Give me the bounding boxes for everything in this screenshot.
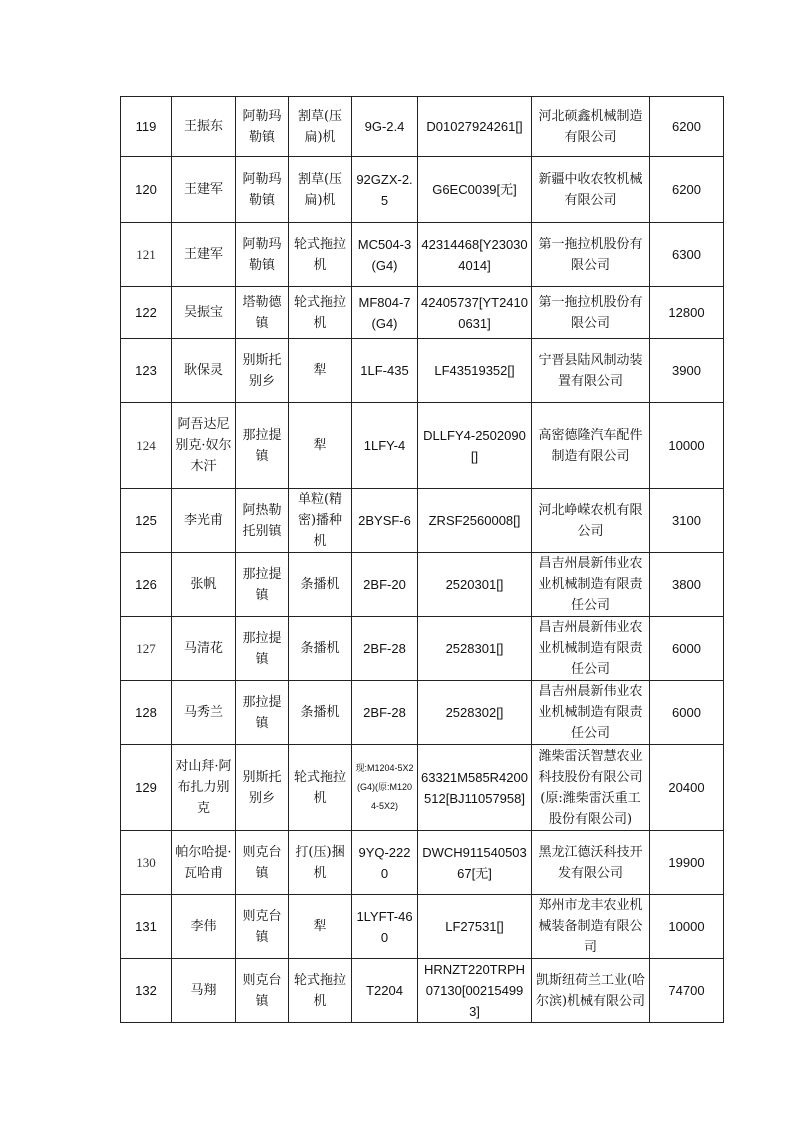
machine-type: 单粒(精密)播种机 — [289, 489, 352, 553]
machine-type: 轮式拖拉机 — [289, 959, 352, 1023]
township: 那拉提镇 — [236, 681, 289, 745]
table-row — [121, 959, 724, 1023]
subsidy-amount: 6000 — [650, 681, 724, 745]
model-number: 现:M1204-5X2(G4)(原:M1204-5X2) — [352, 745, 418, 831]
subsidy-amount: 3900 — [650, 339, 724, 403]
subsidy-amount: 20400 — [650, 745, 724, 831]
model-number: MC504-3(G4) — [352, 223, 418, 287]
serial-number: DWCH91154050367[无] — [418, 831, 532, 895]
table-row — [121, 745, 724, 831]
township: 则克台镇 — [236, 831, 289, 895]
model-number: 9YQ-2220 — [352, 831, 418, 895]
machine-type: 割草(压扁)机 — [289, 157, 352, 223]
buyer-name: 张帆 — [172, 553, 236, 617]
row-number: 122 — [121, 287, 172, 339]
machine-type: 犁 — [289, 895, 352, 959]
machine-type: 轮式拖拉机 — [289, 223, 352, 287]
model-number: 2BF-28 — [352, 681, 418, 745]
serial-number: 63321M585R4200512[BJ11057958] — [418, 745, 532, 831]
manufacturer: 昌吉州晨新伟业农业机械制造有限责任公司 — [532, 617, 650, 681]
table-row — [121, 223, 724, 287]
buyer-name: 帕尔哈提·瓦哈甫 — [172, 831, 236, 895]
manufacturer: 河北峥嵘农机有限公司 — [532, 489, 650, 553]
serial-number: D01027924261[] — [418, 97, 532, 157]
serial-number: 2520301[] — [418, 553, 532, 617]
machine-type: 条播机 — [289, 553, 352, 617]
manufacturer: 黑龙江德沃科技开发有限公司 — [532, 831, 650, 895]
table-row — [121, 97, 724, 157]
buyer-name: 王振东 — [172, 97, 236, 157]
buyer-name: 耿保灵 — [172, 339, 236, 403]
township: 阿热勒托别镇 — [236, 489, 289, 553]
serial-number: DLLFY4-2502090[] — [418, 403, 532, 489]
manufacturer: 高密德隆汽车配件制造有限公司 — [532, 403, 650, 489]
machine-type: 打(压)捆机 — [289, 831, 352, 895]
row-number: 132 — [121, 959, 172, 1023]
table-row — [121, 553, 724, 617]
township: 阿勒玛勒镇 — [236, 97, 289, 157]
manufacturer: 第一拖拉机股份有限公司 — [532, 287, 650, 339]
model-number: 1LF-435 — [352, 339, 418, 403]
manufacturer: 宁晋县陆风制动装置有限公司 — [532, 339, 650, 403]
subsidy-amount: 6200 — [650, 157, 724, 223]
serial-number: 2528302[] — [418, 681, 532, 745]
row-number: 131 — [121, 895, 172, 959]
buyer-name: 马清花 — [172, 617, 236, 681]
model-number: 1LFY-4 — [352, 403, 418, 489]
row-number: 124 — [121, 403, 172, 489]
manufacturer: 昌吉州晨新伟业农业机械制造有限责任公司 — [532, 553, 650, 617]
manufacturer: 河北硕鑫机械制造有限公司 — [532, 97, 650, 157]
model-number: 92GZX-2.5 — [352, 157, 418, 223]
machine-type: 割草(压扁)机 — [289, 97, 352, 157]
model-number: 2BYSF-6 — [352, 489, 418, 553]
township: 别斯托别乡 — [236, 339, 289, 403]
table-row — [121, 681, 724, 745]
manufacturer: 昌吉州晨新伟业农业机械制造有限责任公司 — [532, 681, 650, 745]
row-number: 125 — [121, 489, 172, 553]
machine-type: 轮式拖拉机 — [289, 745, 352, 831]
township: 阿勒玛勒镇 — [236, 223, 289, 287]
model-number: MF804-7(G4) — [352, 287, 418, 339]
subsidy-amount: 6300 — [650, 223, 724, 287]
subsidy-amount: 74700 — [650, 959, 724, 1023]
row-number: 127 — [121, 617, 172, 681]
manufacturer: 潍柴雷沃智慧农业科技股份有限公司(原:潍柴雷沃重工股份有限公司) — [532, 745, 650, 831]
township: 别斯托别乡 — [236, 745, 289, 831]
buyer-name: 马翔 — [172, 959, 236, 1023]
row-number: 121 — [121, 223, 172, 287]
township: 则克台镇 — [236, 895, 289, 959]
subsidy-table — [120, 96, 724, 1023]
buyer-name: 王建军 — [172, 223, 236, 287]
subsidy-amount: 10000 — [650, 403, 724, 489]
buyer-name: 对山拜·阿布扎力别克 — [172, 745, 236, 831]
model-number: 9G-2.4 — [352, 97, 418, 157]
row-number: 123 — [121, 339, 172, 403]
serial-number: LF43519352[] — [418, 339, 532, 403]
row-number: 126 — [121, 553, 172, 617]
subsidy-amount: 3100 — [650, 489, 724, 553]
buyer-name: 李伟 — [172, 895, 236, 959]
row-number: 119 — [121, 97, 172, 157]
manufacturer: 郑州市龙丰农业机械装备制造有限公司 — [532, 895, 650, 959]
table-row — [121, 339, 724, 403]
row-number: 129 — [121, 745, 172, 831]
buyer-name: 李光甫 — [172, 489, 236, 553]
table-row — [121, 831, 724, 895]
manufacturer: 新疆中收农牧机械有限公司 — [532, 157, 650, 223]
subsidy-amount: 6000 — [650, 617, 724, 681]
buyer-name: 阿吾达尼别克·奴尔木汗 — [172, 403, 236, 489]
subsidy-amount: 19900 — [650, 831, 724, 895]
serial-number: 2528301[] — [418, 617, 532, 681]
township: 那拉提镇 — [236, 553, 289, 617]
township: 塔勒德镇 — [236, 287, 289, 339]
buyer-name: 吴振宝 — [172, 287, 236, 339]
table-row — [121, 489, 724, 553]
manufacturer: 第一拖拉机股份有限公司 — [532, 223, 650, 287]
township: 阿勒玛勒镇 — [236, 157, 289, 223]
buyer-name: 马秀兰 — [172, 681, 236, 745]
row-number: 128 — [121, 681, 172, 745]
model-number: 2BF-20 — [352, 553, 418, 617]
machine-type: 犁 — [289, 339, 352, 403]
subsidy-amount: 3800 — [650, 553, 724, 617]
machine-type: 犁 — [289, 403, 352, 489]
subsidy-amount: 12800 — [650, 287, 724, 339]
model-number: 1LYFT-460 — [352, 895, 418, 959]
row-number: 130 — [121, 831, 172, 895]
model-number: 2BF-28 — [352, 617, 418, 681]
table-row — [121, 895, 724, 959]
buyer-name: 王建军 — [172, 157, 236, 223]
model-number: T2204 — [352, 959, 418, 1023]
township: 则克台镇 — [236, 959, 289, 1023]
table-row — [121, 157, 724, 223]
manufacturer: 凯斯纽荷兰工业(哈尔滨)机械有限公司 — [532, 959, 650, 1023]
machine-type: 条播机 — [289, 617, 352, 681]
serial-number: G6EC0039[无] — [418, 157, 532, 223]
table-row — [121, 287, 724, 339]
row-number: 120 — [121, 157, 172, 223]
township: 那拉提镇 — [236, 617, 289, 681]
table-row — [121, 403, 724, 489]
serial-number: 42314468[Y230304014] — [418, 223, 532, 287]
serial-number: ZRSF2560008[] — [418, 489, 532, 553]
serial-number: 42405737[YT24100631] — [418, 287, 532, 339]
serial-number: LF27531[] — [418, 895, 532, 959]
table-row — [121, 617, 724, 681]
machine-type: 条播机 — [289, 681, 352, 745]
township: 那拉提镇 — [236, 403, 289, 489]
serial-number: HRNZT220TRPH07130[002154993] — [418, 959, 532, 1023]
subsidy-amount: 10000 — [650, 895, 724, 959]
subsidy-amount: 6200 — [650, 97, 724, 157]
machine-type: 轮式拖拉机 — [289, 287, 352, 339]
